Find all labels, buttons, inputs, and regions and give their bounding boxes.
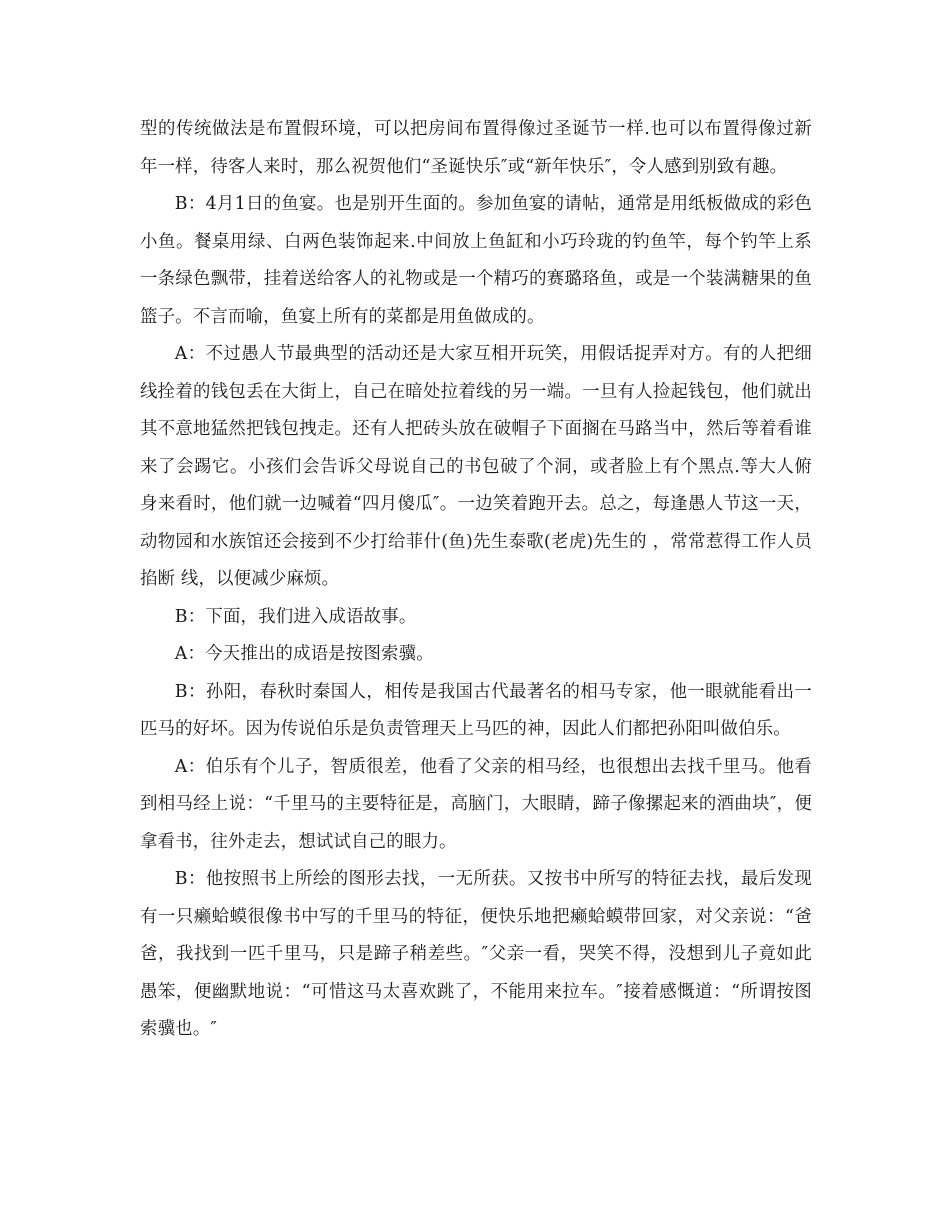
paragraph-4: B：下面，我们进入成语故事。 bbox=[174, 606, 417, 627]
paragraph-7: A：伯乐有个儿子，智质很差，他看了父亲的相马经，也很想出去找千里马。他看到相马经上说：“千里马的主要特征是，高脑门，大眼睛，蹄子像摞起来的酒曲块″，便拿看书，往外走去，想试试自己的眼力。 bbox=[140, 756, 812, 852]
paragraph-2: B：4月1日的鱼宴。也是别开生面的。参加鱼宴的请帖，通常是用纸板做成的彩色小鱼。餐桌用绿、白两色装饰起来.中间放上鱼缸和小巧玲珑的钓鱼竿，每个钓竿上系一条绿色飘带，挂着送给客人的礼物或是一个精巧的赛璐珞鱼，或是一个装满糖果的鱼篮子。不言而喻，鱼宴上所有的菜都是用鱼做成的。 bbox=[140, 194, 812, 327]
paragraph-6: B：孙阳，春秋时秦国人，相传是我国古代最著名的相马专家，他一眼就能看出一匹马的好坏。因为传说伯乐是负责管理天上马匹的神，因此人们都把孙阳叫做伯乐。 bbox=[140, 681, 812, 739]
document-body bbox=[140, 111, 812, 1049]
paragraph-3: A：不过愚人节最典型的活动还是大家互相开玩笑，用假话捉弄对方。有的人把细线拴着的钱包丢在大街上，自己在暗处拉着线的另一端。一旦有人捡起钱包，他们就出其不意地猛然把钱包拽走。还有人把砖头放在破帽子下面搁在马路当中，然后等着看谁来了会踢它。小孩们会告诉父母说自己的书包破了个洞，或者脸上有个黑点.等大人俯身来看时，他们就一边喊着“四月傻瓜″。一边笑着跑开去。总之，每逢愚人节这一天，动物园和水族馆还会接到不少打给菲什(鱼)先生泰歌(老虎)先生的 ，常常惹得工作人员掐断 线，以便减少麻烦。 bbox=[140, 344, 812, 589]
paragraph-5: A：今天推出的成语是按图索骥。 bbox=[174, 644, 434, 664]
paragraph-8: B：他按照书上所绘的图形去找，一无所获。又按书中所写的特征去找，最后发现有一只癞蛤蟆很像书中写的千里马的特征，便快乐地把癞蛤蟆带回家，对父亲说：“爸爸，我找到一匹千里马，只是蹄子稍差些。″父亲一看，哭笑不得，没想到儿子竟如此愚笨，便幽默地说：“可惜这马太喜欢跳了，不能用来拉车。″接着感慨道：“所谓按图索骥也。″ bbox=[140, 869, 812, 1039]
paragraph-1: 型的传统做法是布置假环境，可以把房间布置得像过圣诞节一样.也可以布置得像过新年一样，待客人来时，那么祝贺他们“圣诞快乐″或“新年快乐″，令人感到别致有趣。 bbox=[140, 119, 812, 177]
